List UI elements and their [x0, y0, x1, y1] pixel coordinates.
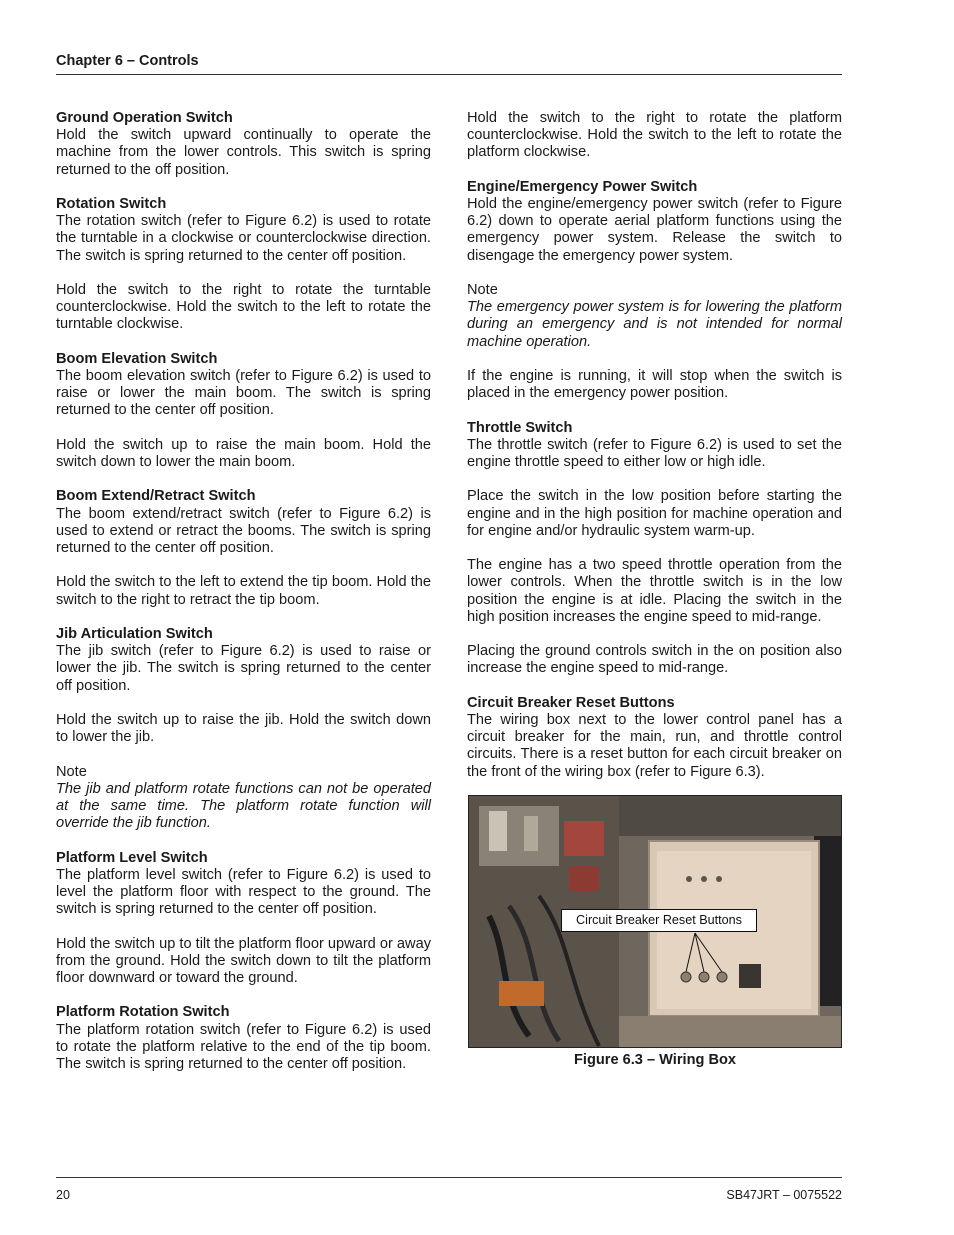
section-heading: Rotation Switch	[56, 196, 167, 212]
section-heading: Circuit Breaker Reset Buttons	[467, 694, 675, 711]
paragraph: The platform rotation switch (refer to Figure 6.2) is used to rotate the platform relative to the end of the tip boom. The switch is spring returned to the center off position.	[56, 1021, 431, 1072]
right-column	[467, 110, 842, 798]
note-label: Note	[467, 282, 498, 298]
section-heading: Throttle Switch	[467, 419, 573, 436]
document-id: SB47JRT – 0075522	[726, 1188, 842, 1202]
paragraph: If the engine is running, it will stop when the switch is placed in the emergency power position.	[467, 368, 842, 402]
section-heading: Ground Operation Switch	[56, 110, 233, 126]
figure-callout-label: Circuit Breaker Reset Buttons	[561, 909, 757, 932]
footer-divider	[56, 1177, 842, 1178]
paragraph: Hold the switch upward continually to operate the machine from the lower controls. This switch is spring returned to the off position.	[56, 127, 431, 178]
section-heading: Jib Articulation Switch	[56, 625, 213, 642]
section-heading: Boom Elevation Switch	[56, 350, 218, 367]
section-heading: Engine/Emergency Power Switch	[467, 178, 698, 195]
paragraph: Hold the switch to the right to rotate the turntable counterclockwise. Hold the switch to the left to rotate the turntable clockwise.	[56, 282, 431, 333]
paragraph: The wiring box next to the lower control panel has a circuit breaker for the main, run, and throttle control circuits. There is a reset button for each circuit breaker on the front of the wiring box (refer to Figure 6.3).	[467, 711, 842, 780]
section-heading: Platform Level Switch	[56, 849, 208, 866]
paragraph: The jib switch (refer to Figure 6.2) is used to raise or lower the jib. The switch is spring returned to the center off position.	[56, 643, 431, 694]
paragraph: Placing the ground controls switch in the on position also increase the engine speed to mid-range.	[467, 643, 842, 677]
note-text: The jib and platform rotate functions can not be operated at the same time. The platform rotate function will override the jib function.	[56, 780, 431, 832]
wiring-box-photo	[468, 795, 842, 1048]
section-heading: Platform Rotation Switch	[56, 1004, 230, 1021]
chapter-header: Chapter 6 – Controls	[56, 53, 842, 75]
figure-caption: Figure 6.3 – Wiring Box	[573, 1052, 737, 1068]
page-number: 20	[56, 1188, 70, 1202]
paragraph: Hold the engine/emergency power switch (refer to Figure 6.2) down to operate aerial platform functions using the emergency power system. Release the switch to disengage the emergency power system.	[467, 196, 842, 264]
paragraph: Hold the switch to the right to rotate the platform counterclockwise. Hold the switch to the left to rotate the platform clockwise.	[467, 110, 842, 161]
paragraph: Hold the switch to the left to extend the tip boom. Hold the switch to the right to retract the tip boom.	[56, 574, 431, 608]
left-column	[56, 110, 431, 1090]
note-label: Note	[56, 763, 87, 780]
paragraph: Hold the switch up to raise the main boom. Hold the switch down to lower the main boom.	[56, 436, 431, 470]
note-text: The emergency power system is for lowering the platform during an emergency and is not intended for normal machine operation.	[467, 299, 842, 350]
paragraph: The platform level switch (refer to Figure 6.2) is used to level the platform floor with respect to the ground. The switch is spring returned to the center off position.	[56, 866, 431, 918]
paragraph: Hold the switch up to raise the jib. Hold the switch down to lower the jib.	[56, 711, 431, 746]
paragraph: Place the switch in the low position before starting the engine and in the high position for machine operation and for engine and/or hydraulic system warm-up.	[467, 488, 842, 539]
paragraph: The rotation switch (refer to Figure 6.2) is used to rotate the turntable in a clockwise or counterclockwise direction. The switch is spring returned to the center off position.	[56, 213, 431, 264]
paragraph: The boom extend/retract switch (refer to Figure 6.2) is used to extend or retract the booms. The switch is spring returned to the center off position.	[56, 505, 431, 556]
paragraph: The boom elevation switch (refer to Figure 6.2) is used to raise or lower the main boom. The switch is spring returned to the center off position.	[56, 368, 431, 419]
paragraph: Hold the switch up to tilt the platform floor upward or away from the ground. Hold the switch down to tilt the platform floor downward or toward the ground.	[56, 935, 431, 986]
paragraph: The engine has a two speed throttle operation from the lower controls. When the throttle switch is in the low position the engine is at idle. Placing the switch in the high position increases the engine speed to mid-range.	[467, 557, 842, 625]
paragraph: The throttle switch (refer to Figure 6.2) is used to set the engine throttle speed to either low or high idle.	[467, 436, 842, 470]
section-heading: Boom Extend/Retract Switch	[56, 488, 256, 505]
